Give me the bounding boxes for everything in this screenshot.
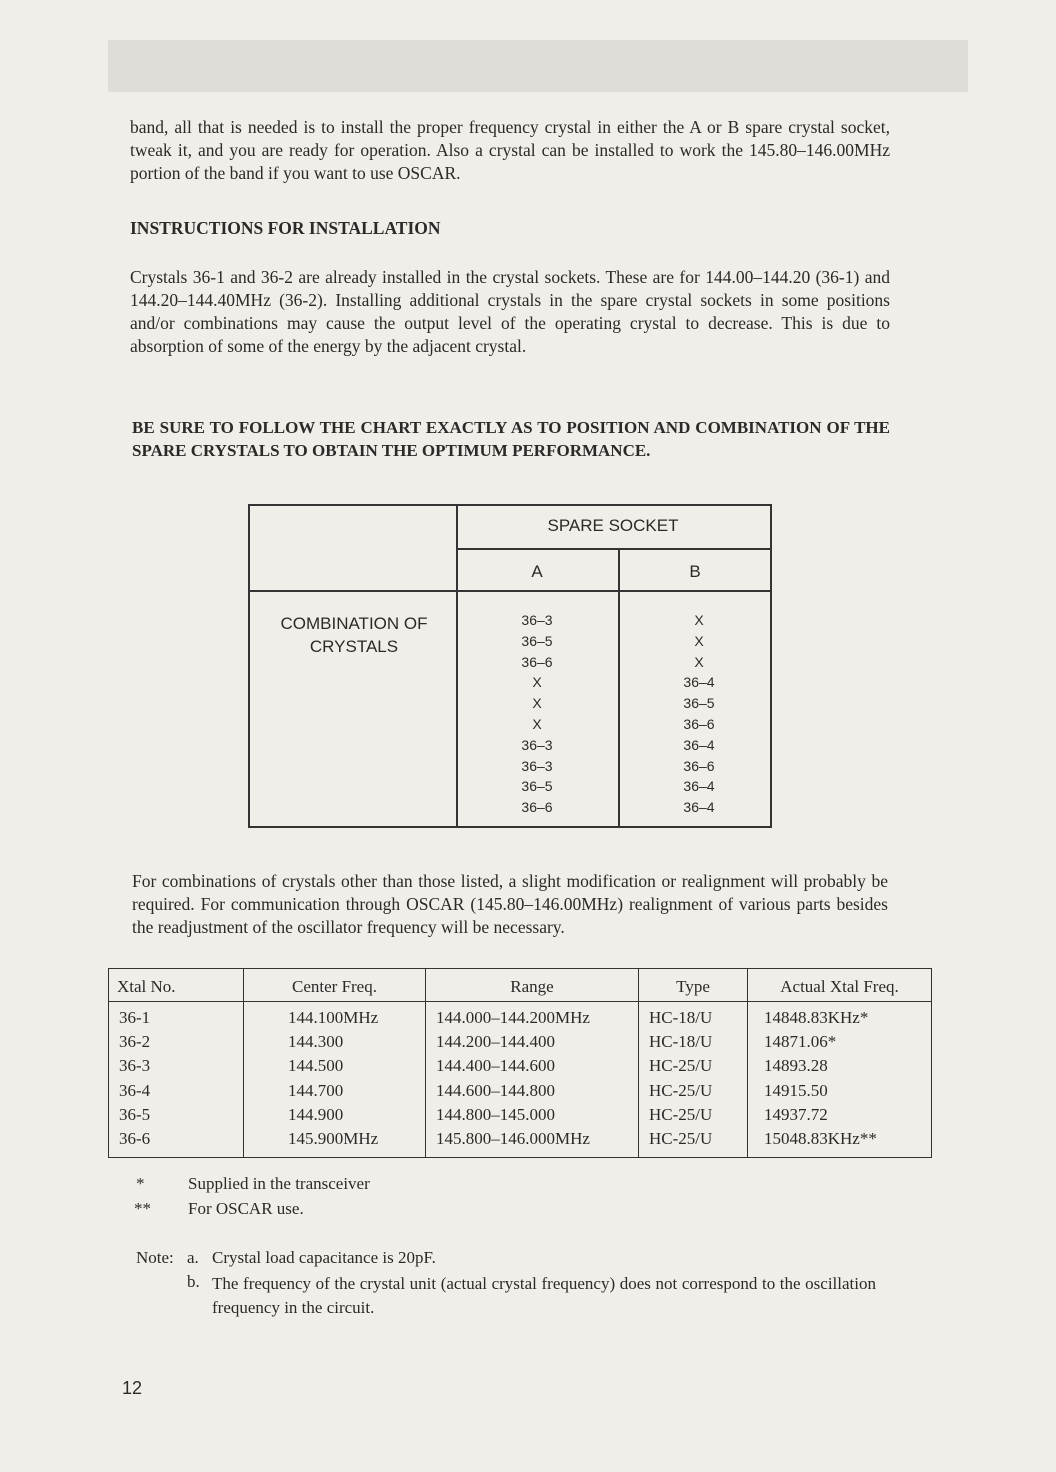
actual-freq-cell: 15048.83KHz** (764, 1129, 877, 1149)
xtal-no-cell: 36-2 (119, 1032, 151, 1052)
a-value: X (532, 695, 542, 712)
header-range: Range (426, 969, 639, 1002)
b-value: 36–6 (683, 757, 715, 774)
column-b-values (624, 610, 774, 818)
b-value: 36–4 (683, 674, 715, 691)
combination-paragraph: For combinations of crystals other than those listed, a slight modification or realignment will probably be required. For communication through OSCAR (145.80–146.00MHz) realignment of various parts besides the readjustment of the oscillator frequency will be necessary. (132, 871, 888, 937)
a-value: X (532, 715, 542, 732)
column-a-values (462, 610, 612, 818)
note-b-text: The frequency of the crystal unit (actual crystal frequency) does not correspond to the oscillation frequency in the circuit. (212, 1274, 876, 1317)
chart-divider-header (456, 548, 770, 550)
b-value: 36–5 (683, 695, 715, 712)
footnote-text-1: Supplied in the transceiver (188, 1174, 370, 1193)
b-value: 36–4 (683, 778, 715, 795)
intro-paragraph: band, all that is needed is to install the proper frequency crystal in either the A or B spare crystal socket, tweak it, and you are ready for operation. Also a crystal can be installed to work the 145.80–146.00MHz portion of the band if you want to use OSCAR. (130, 117, 890, 183)
chart-divider-body (250, 590, 770, 592)
range-cell: 144.000–144.200MHz (436, 1008, 590, 1027)
range-cell: 144.400–144.600 (436, 1056, 555, 1076)
xtal-no-cell: 36-5 (119, 1104, 151, 1124)
a-value: 36–5 (521, 778, 553, 795)
xtal-no-cell: 36-3 (119, 1056, 151, 1076)
a-value: 36–3 (521, 757, 553, 774)
actual-freq-cell: 14893.28 (764, 1056, 828, 1076)
range-cell: 144.200–144.400 (436, 1032, 555, 1052)
b-value: 36–4 (683, 736, 715, 753)
actual-freq-cell: 14937.72 (764, 1104, 828, 1124)
a-value: 36–5 (521, 632, 553, 649)
header-xtal-no: Xtal No. (109, 969, 244, 1002)
actual-freq-cell: 14871.06* (764, 1032, 837, 1052)
combination-chart (248, 504, 772, 828)
xtal-no-cell: 36-6 (119, 1129, 151, 1149)
crystal-table (108, 968, 932, 1158)
header-center-freq: Center Freq. (244, 969, 426, 1002)
chart-divider-vertical (456, 506, 458, 826)
type-cell: HC-25/U (649, 1056, 713, 1076)
a-value: 36–6 (521, 799, 553, 816)
type-cell: HC-25/U (649, 1104, 713, 1124)
xtal-no-cell: 36-1 (119, 1008, 151, 1027)
note-b-label: b. (187, 1272, 200, 1291)
xtal-no-column (109, 1002, 244, 1158)
center-freq-cell: 144.300 (288, 1032, 344, 1052)
note-a-text: Crystal load capacitance is 20pF. (212, 1248, 436, 1267)
center-freq-column (244, 1002, 426, 1158)
actual-freq-column (748, 1002, 932, 1158)
install-paragraph: Crystals 36-1 and 36-2 are already installed in the crystal sockets. These are for 144.00–144.20 (36-1) and 144.20–144.40MHz (36-2). Installing additional crystals in the spare crystal sockets in some positions and/or combinations may cause the output level of the operating crystal to decrease. This is due to absorption of some of the energy by the adjacent crystal. (130, 267, 890, 356)
actual-freq-cell: 14915.50 (764, 1080, 828, 1100)
column-a-header: A (531, 562, 543, 581)
header-band (108, 40, 968, 92)
actual-freq-cell: 14848.83KHz* (764, 1008, 869, 1027)
column-b-header: B (689, 562, 701, 581)
b-value: X (694, 653, 704, 670)
type-cell: HC-18/U (649, 1008, 713, 1027)
type-cell: HC-18/U (649, 1032, 713, 1052)
header-type: Type (639, 969, 748, 1002)
combination-label: COMBINATION OF CRYSTALS (280, 614, 428, 656)
b-value: 36–6 (683, 715, 715, 732)
range-cell: 145.800–146.000MHz (436, 1129, 590, 1149)
spare-socket-header: SPARE SOCKET (547, 516, 679, 535)
a-value: 36–3 (521, 612, 553, 628)
footnote-marker-2: ** (134, 1199, 151, 1218)
range-cell: 144.600–144.800 (436, 1080, 555, 1100)
type-column (639, 1002, 748, 1158)
center-freq-cell: 144.500 (288, 1056, 344, 1076)
page-number: 12 (122, 1378, 143, 1398)
center-freq-cell: 144.100MHz (288, 1008, 379, 1027)
warning-text: BE SURE TO FOLLOW THE CHART EXACTLY AS TO POSITION AND COMBINATION OF THE SPARE CRYSTALS TO OBTAIN THE OPTIMUM PERFORMANCE. (132, 418, 890, 460)
a-value: 36–3 (521, 736, 553, 753)
range-cell: 144.800–145.000 (436, 1104, 555, 1124)
type-cell: HC-25/U (649, 1080, 713, 1100)
footnote-marker-1: * (136, 1174, 145, 1193)
center-freq-cell: 144.900 (288, 1104, 344, 1124)
table-body-row (109, 1002, 932, 1158)
table-header-row (109, 969, 932, 1002)
footnote-text-2: For OSCAR use. (188, 1199, 304, 1218)
note-prefix: Note: (136, 1248, 174, 1267)
a-value: 36–6 (521, 653, 553, 670)
center-freq-cell: 145.900MHz (288, 1129, 379, 1149)
b-value: X (694, 632, 704, 649)
range-column (426, 1002, 639, 1158)
type-cell: HC-25/U (649, 1129, 713, 1149)
header-actual-freq: Actual Xtal Freq. (748, 969, 932, 1002)
b-value: X (694, 612, 704, 628)
b-value: 36–4 (683, 799, 715, 816)
a-value: X (532, 674, 542, 691)
section-heading: INSTRUCTIONS FOR INSTALLATION (130, 218, 441, 238)
note-a-label: a. (187, 1248, 199, 1267)
xtal-no-cell: 36-4 (119, 1080, 151, 1100)
center-freq-cell: 144.700 (288, 1080, 344, 1100)
